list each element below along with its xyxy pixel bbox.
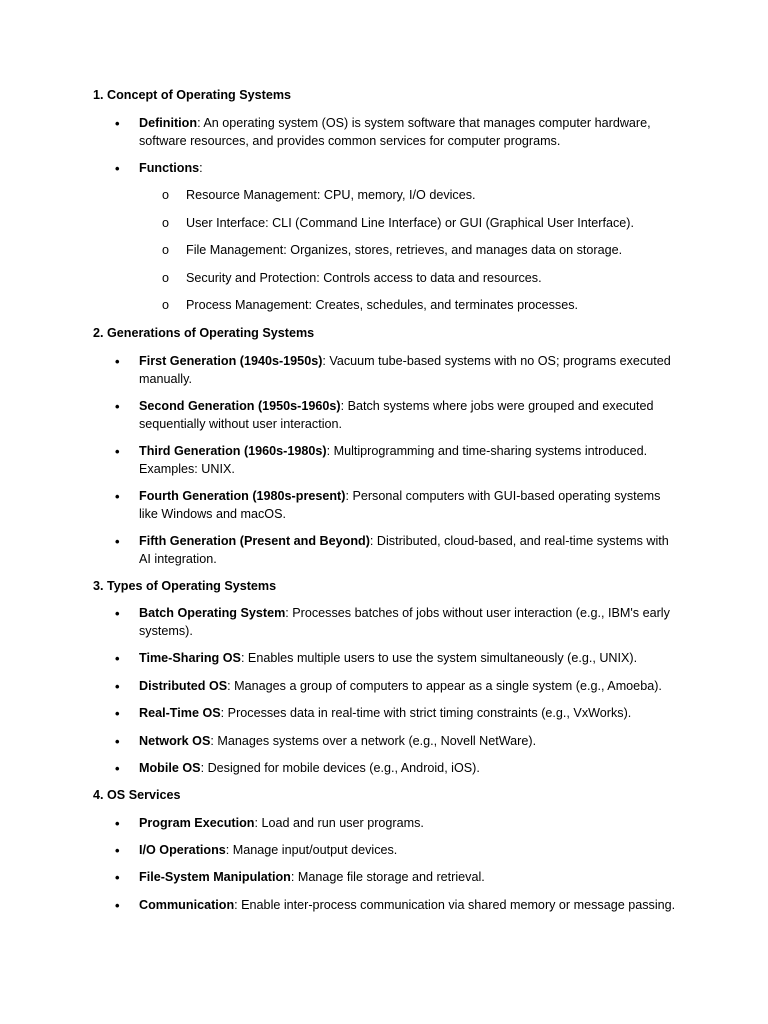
item-text: : Manages a group of computers to appear as a single system (e.g., Amoeba). <box>227 679 662 693</box>
list-item <box>139 897 679 915</box>
section-heading: 4. OS Services <box>93 788 181 802</box>
item-term: I/O Operations <box>139 843 226 857</box>
list-item <box>139 869 679 887</box>
item-term: Functions <box>139 161 200 175</box>
item-term: Real-Time OS <box>139 706 221 720</box>
list-item <box>139 488 679 523</box>
item-text: : Personal computers with GUI-based operating systems like Windows and macOS. <box>139 489 661 521</box>
item-text: : Distributed, cloud-based, and real-time systems with AI integration. <box>139 534 669 566</box>
sub-list-item: o Security and Protection: Controls access to data and resources. <box>186 270 686 288</box>
item-text: : Manage input/output devices. <box>225 843 398 857</box>
item-term: File-System Manipulation <box>139 870 291 884</box>
list-item <box>139 733 679 751</box>
list-item <box>139 533 679 568</box>
item-text: : An operating system (OS) is system software that manages computer hardware, software resources, and provides common services for computer programs. <box>139 116 651 148</box>
item-text: : Processes batches of jobs without user interaction (e.g., IBM's early systems). <box>139 606 670 638</box>
section-heading: 3. Types of Operating Systems <box>93 579 277 593</box>
item-term: First Generation (1940s-1950s) <box>139 354 323 368</box>
list-item <box>139 443 679 478</box>
item-term: Fourth Generation (1980s-present) <box>139 489 346 503</box>
list-item <box>139 398 679 433</box>
list-item <box>139 160 679 178</box>
item-term: Third Generation (1960s-1980s) <box>139 444 327 458</box>
sub-list-item: o Resource Management: CPU, memory, I/O devices. <box>186 187 686 205</box>
list-item <box>139 678 679 696</box>
list-item <box>139 605 679 640</box>
item-text: : Vacuum tube-based systems with no OS; programs executed manually. <box>139 354 671 386</box>
item-term: Second Generation (1950s-1960s) <box>139 399 341 413</box>
item-term: Batch Operating System <box>139 606 286 620</box>
item-term: Communication <box>139 898 235 912</box>
item-text: : Enables multiple users to use the system simultaneously (e.g., UNIX). <box>240 651 638 665</box>
sub-list-item: o Process Management: Creates, schedules, and terminates processes. <box>186 297 686 315</box>
list-item <box>139 115 679 150</box>
sub-list-item: o File Management: Organizes, stores, retrieves, and manages data on storage. <box>186 242 686 260</box>
item-term: Program Execution <box>139 816 255 830</box>
item-term: Time-Sharing OS <box>139 651 241 665</box>
item-text: : Load and run user programs. <box>254 816 424 830</box>
item-term: Fifth Generation (Present and Beyond) <box>139 534 370 548</box>
item-term: Mobile OS <box>139 761 201 775</box>
item-text: : Manages systems over a network (e.g., Novell NetWare). <box>210 734 537 748</box>
item-text: : Designed for mobile devices (e.g., Android, iOS). <box>200 761 480 775</box>
list-item <box>139 353 679 388</box>
item-term: Definition <box>139 116 198 130</box>
item-text: : Enable inter-process communication via shared memory or message passing. <box>234 898 676 912</box>
item-term: Network OS <box>139 734 211 748</box>
list-item <box>139 650 679 668</box>
list-item <box>139 760 679 778</box>
list-item <box>139 815 679 833</box>
list-item <box>139 705 679 723</box>
item-text: : Multiprogramming and time-sharing systems introduced. Examples: UNIX. <box>139 444 648 476</box>
item-text: : <box>199 161 203 175</box>
item-text: : Manage file storage and retrieval. <box>290 870 485 884</box>
list-item <box>139 842 679 860</box>
sub-list-item: o User Interface: CLI (Command Line Interface) or GUI (Graphical User Interface). <box>186 215 686 233</box>
item-text: : Batch systems where jobs were grouped and executed sequentially without user interaction. <box>139 399 654 431</box>
section-heading: 1. Concept of Operating Systems <box>93 88 292 102</box>
item-text: : Processes data in real-time with strict timing constraints (e.g., VxWorks). <box>220 706 632 720</box>
item-term: Distributed OS <box>139 679 228 693</box>
section-heading: 2. Generations of Operating Systems <box>93 326 315 340</box>
